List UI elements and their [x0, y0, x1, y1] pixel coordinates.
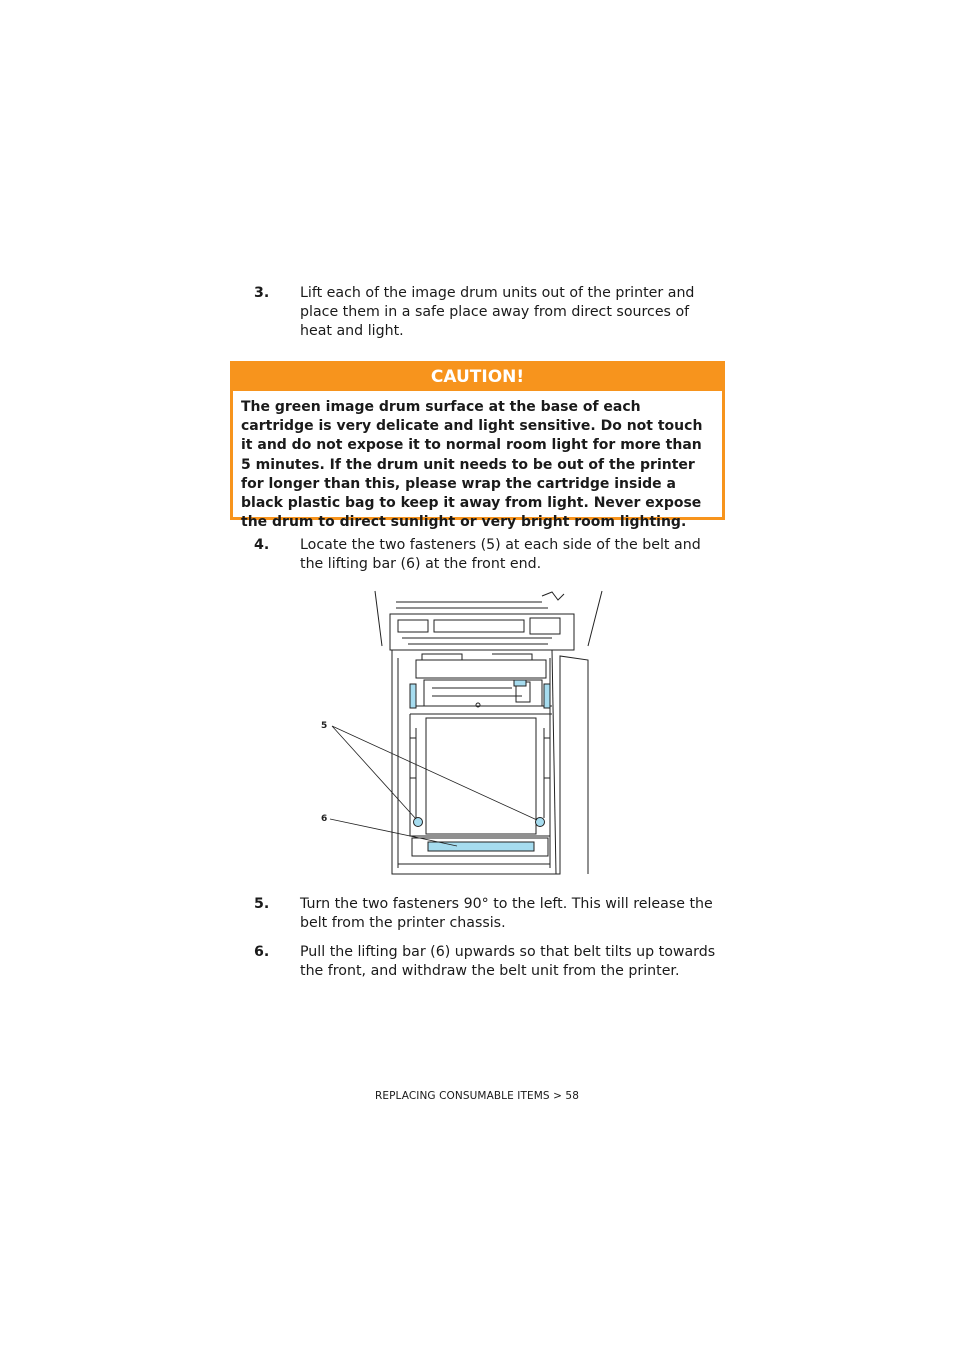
- right-fastener: [536, 818, 545, 827]
- page-footer: REPLACING CONSUMABLE ITEMS > 58: [375, 1090, 579, 1102]
- step-5: [254, 895, 724, 933]
- caution-box: [230, 361, 725, 531]
- printer-belt-illustration: [312, 588, 612, 878]
- step-3: [254, 284, 724, 341]
- step-4: [254, 536, 724, 574]
- step-text: Turn the two fasteners 90° to the left. This will release the belt from the printer chassis.: [300, 896, 713, 931]
- top-clip: [514, 680, 526, 686]
- step-text: Lift each of the image drum units out of the printer and place them in a safe place away from direct sources of heat and light.: [300, 285, 695, 339]
- step-number: 4.: [254, 537, 270, 553]
- caution-text: The green image drum surface at the base of each cartridge is very delicate and light sensitive. Do not touch it and do not expose it to normal room light for more than 5 minutes. If the drum unit needs to be out of the printer for longer than this, please wrap the cartridge inside a black plastic bag to keep it away from light. Never expose the drum to direct sunlight or very bright room lighting.: [241, 399, 703, 531]
- callout-5: 5: [321, 721, 328, 731]
- step-number: 3.: [254, 285, 270, 301]
- step-number: 5.: [254, 896, 270, 912]
- caution-title: CAUTION!: [233, 364, 722, 391]
- step-text: Pull the lifting bar (6) upwards so that belt tilts up towards the front, and withdraw the belt unit from the printer.: [300, 944, 716, 979]
- step-6: [254, 943, 724, 981]
- step-number: 6.: [254, 944, 270, 960]
- left-fastener: [414, 818, 423, 827]
- step-text: Locate the two fasteners (5) at each side of the belt and the lifting bar (6) at the front end.: [300, 537, 701, 572]
- callout-6: 6: [321, 814, 328, 824]
- left-clip: [410, 684, 416, 708]
- right-clip: [544, 684, 550, 708]
